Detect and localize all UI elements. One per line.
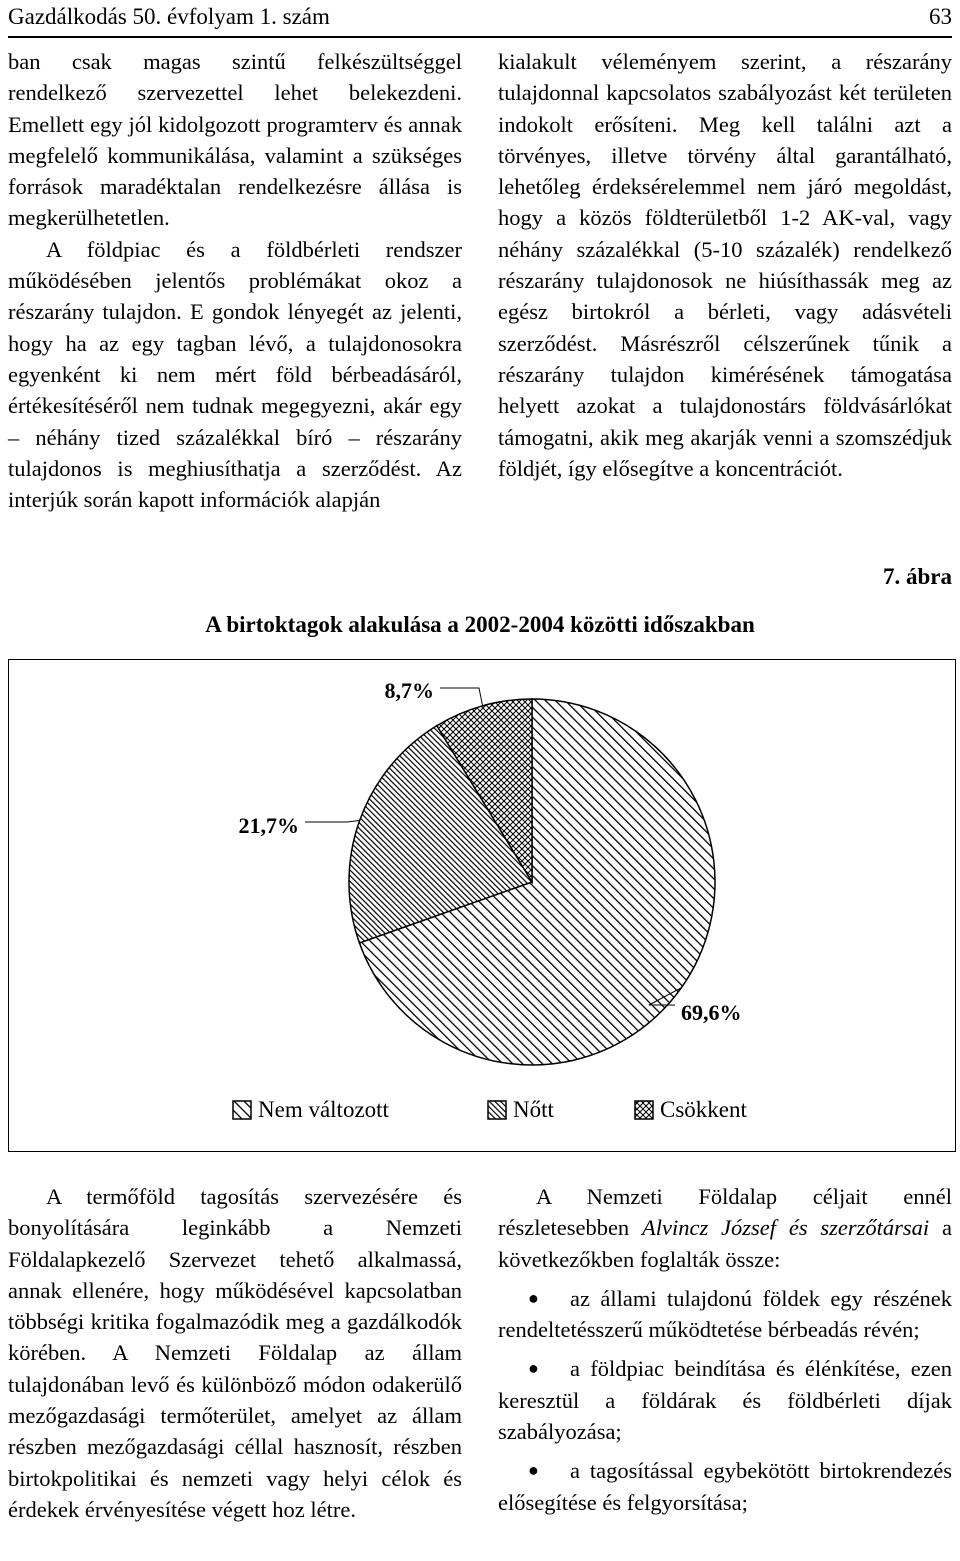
paragraph <box>498 1181 952 1275</box>
journal-title: Gazdálkodás 50. évfolyam 1. szám <box>8 4 330 29</box>
figure-number: 7. ábra <box>883 564 952 589</box>
data-label: 69,6% <box>681 1000 742 1025</box>
legend-item <box>634 1097 747 1123</box>
legend-label: Nem változott <box>258 1097 389 1122</box>
citation: Alvincz József és szerzőtársai <box>642 1215 930 1241</box>
data-label: 8,7% <box>384 678 434 703</box>
intro-text: a következőkben foglalták össze: <box>498 1215 952 1272</box>
bullet-item: ● a tagosítással egybekötött birtokrendezés elősegítése és felgyorsítása; <box>498 1455 952 1518</box>
legend-label: Csökkent <box>660 1097 747 1122</box>
bottom-left-column <box>8 1181 462 1525</box>
legend-swatch-diagonal <box>232 1100 252 1120</box>
data-label: 21,7% <box>238 813 299 838</box>
bottom-right-column <box>498 1181 952 1518</box>
paragraph: A termőföld tagosítás szervezésére és bonyolítására leginkább a Nemzeti Földalapkezelő Szervezet tehető alkalmassá, annak ellenére, hogy működésével kapcsolatban többségi kritika fogalmazódik meg a gazdálkodók körében. A Nemzeti Földalap az állam tulajdonában levő és különböző módon odakerülő mezőgazdasági termőterület, amelyet az állam részben mezőgazdasági céllal hasznosít, részben birtokpolitikai és nemzeti vagy helyi célok és érdekek érvényesítése végett hoz létre. <box>8 1184 462 1522</box>
paragraph: kialakult véleményem szerint, a részarány tulajdonnal kapcsolatos szabályozást két területen indokolt erősíteni. Meg kell találni azt a törvényes, illetve törvény által garantálható, lehetőleg érdeksérelemmel nem járó megoldást, hogy a közös földterületből 1-2 AK-val, vagy néhány százalékkal (5-10 százalék) rendelkező részarány tulajdonosok ne hiúsíthassák meg az egész birtokról a bérleti, vagy adásvételi szerződést. Másrészről célszerűnek tűnik a részarány tulajdon kimérésének támogatása helyett azokat a tulajdonostárs földvásárlókat támogatni, akik meg akarják venni a szomszédjuk földjét, így elősegítve a koncentrációt. <box>498 49 952 481</box>
chart-frame <box>8 659 956 1152</box>
chart-title: A birtoktagok alakulása a 2002-2004 közötti időszakban <box>205 612 755 637</box>
top-left-column <box>8 46 462 515</box>
bullet-list <box>498 1283 952 1518</box>
running-header <box>8 2 952 38</box>
chart-legend <box>0 1097 960 1131</box>
pie-chart <box>9 660 957 1153</box>
page-number: 63 <box>929 4 952 29</box>
legend-swatch-cross <box>634 1100 654 1120</box>
legend-swatch-dense <box>487 1100 507 1120</box>
legend-label: Nőtt <box>513 1097 554 1122</box>
paragraph: ban csak magas szintű felkészültséggel rendelkező szervezettel lehet belekezdeni. Emellett egy jól kidolgozott programterv és annak megfelelő kommunikálása, valamint a szükséges források maradéktalan rendelkezésre állása is megkerülhetetlen. <box>8 49 462 231</box>
paragraph: A földpiac és a földbérleti rendszer működésében jelentős problémákat okoz a részarány tulajdon. E gondok lényegét az jelenti, hogy ha az egy tagban lévő, a tulajdonosokra egyenként ki nem mért föld bérbeadásáról, értékesítéséről nem tudnak megegyezni, akár egy – néhány tized százalékkal bíró – részarány tulajdonos is meghiusíthatja a szerződést. Az interjúk során kapott információk alapján <box>8 236 462 513</box>
top-right-column <box>498 46 952 484</box>
bullet-item: ● a földpiac beindítása és élénkítése, ezen keresztül a földárak és földbérleti díjak szabályozása; <box>498 1353 952 1447</box>
leader-line <box>440 688 483 706</box>
legend-item <box>487 1097 554 1123</box>
bullet-item: ● az állami tulajdonú földek egy részének rendeltetésszerű működtetése bérbeadás révén; <box>498 1283 952 1346</box>
leader-line <box>305 821 360 822</box>
legend-item <box>232 1097 389 1123</box>
intro-text: A Nemzeti Földalap céljait ennél részletesebben <box>498 1184 952 1241</box>
